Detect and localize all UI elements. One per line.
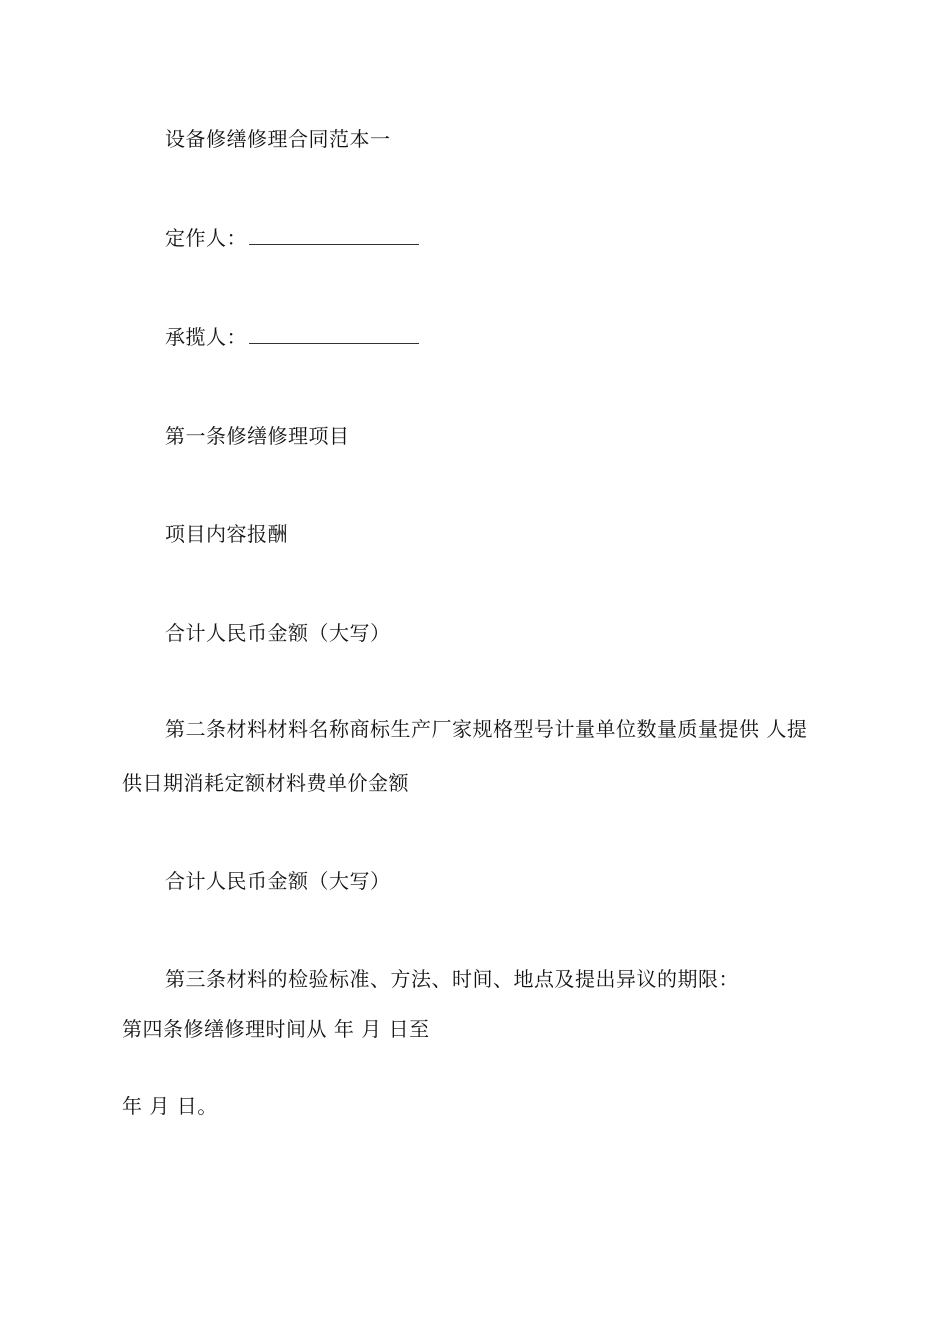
- owner-label: 定作人：: [165, 226, 247, 250]
- article1-columns: 项目内容报酬: [165, 522, 288, 546]
- document-title: 设备修缮修理合同范本一: [165, 127, 391, 151]
- owner-row: [165, 226, 419, 250]
- contractor-blank-line[interactable]: [249, 327, 419, 344]
- article3-text: 第三条材料的检验标准、方法、时间、地点及提出异议的期限：: [165, 967, 739, 991]
- article2-total: 合计人民币金额（大写）: [165, 869, 391, 893]
- owner-blank-line[interactable]: [249, 228, 419, 245]
- article2-line1: 第二条材料材料名称商标生产厂家规格型号计量单位数量质量提供 人提: [165, 717, 808, 741]
- article1-heading: 第一条修缮修理项目: [165, 424, 350, 448]
- contractor-label: 承揽人：: [165, 325, 247, 349]
- contractor-row: [165, 325, 419, 349]
- article4-line1: 第四条修缮修理时间从 年 月 日至: [122, 1017, 430, 1041]
- article2-line2: 供日期消耗定额材料费单价金额: [122, 771, 409, 795]
- article4-line2: 年 月 日。: [122, 1094, 218, 1118]
- article1-total: 合计人民币金额（大写）: [165, 621, 391, 645]
